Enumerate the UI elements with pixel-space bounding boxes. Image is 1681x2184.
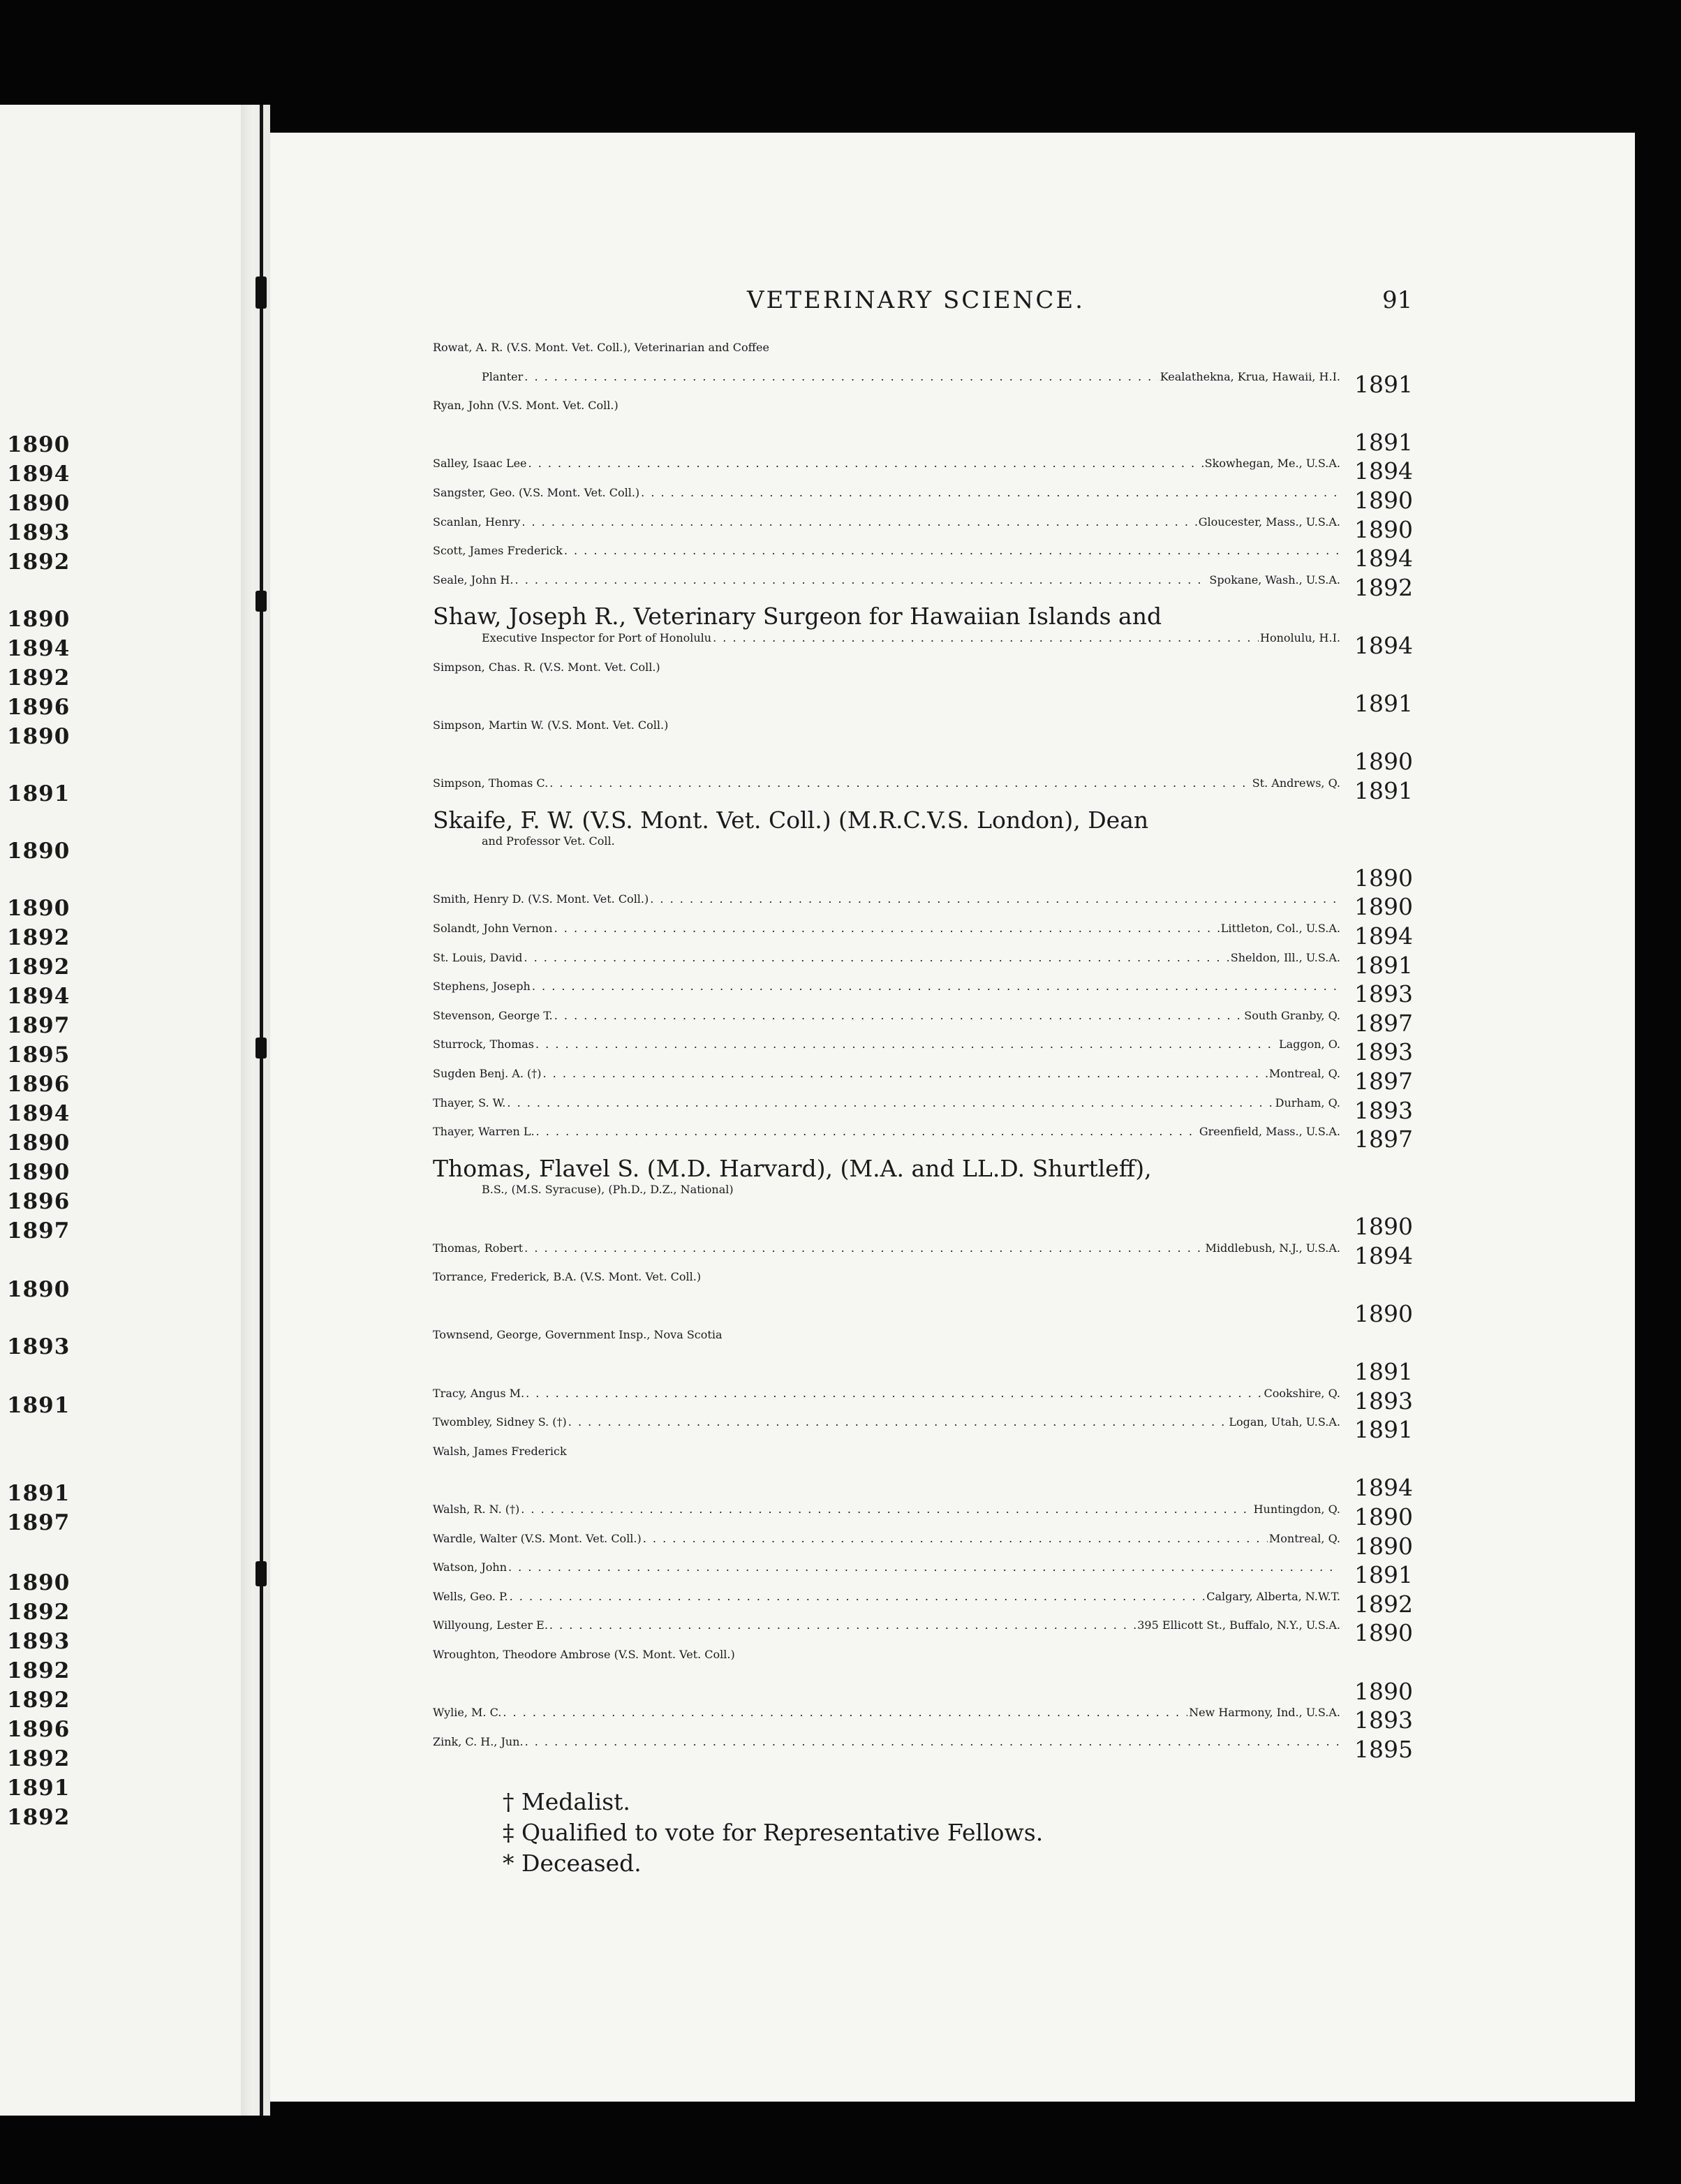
entry-name: Executive Inspector for Port of Honolulu xyxy=(482,631,712,644)
entry-name: Thomas, Robert xyxy=(433,1241,524,1255)
entry-place: New Harmony, Ind., U.S.A. xyxy=(1189,1706,1340,1719)
dot-leader xyxy=(549,1618,1136,1632)
entry-year: 1895 xyxy=(1354,1736,1413,1763)
dot-leader xyxy=(713,631,1259,644)
entry-place: Cookshire, Q. xyxy=(1264,1387,1340,1400)
entry-place: Laggon, O. xyxy=(1278,1038,1340,1051)
dot-leader xyxy=(503,1706,1187,1719)
left-page-year: 1897 xyxy=(7,1013,71,1038)
entry-place: Logan, Utah, U.S.A. xyxy=(1229,1415,1340,1429)
entry-year: 1890 xyxy=(1354,1213,1413,1240)
left-page-year: 1896 xyxy=(7,695,71,720)
left-page-year: 1896 xyxy=(7,1189,71,1214)
entry-year: 1891 xyxy=(1354,690,1413,717)
entry-row xyxy=(433,1038,1340,1067)
book-gutter xyxy=(241,105,270,2116)
entry-year: 1893 xyxy=(1354,1387,1413,1415)
entry-year: 1894 xyxy=(1354,1242,1413,1269)
entry-year: 1893 xyxy=(1354,1097,1413,1124)
entry-year: 1890 xyxy=(1354,893,1413,920)
entry-name: St. Louis, David xyxy=(433,951,523,964)
entry-year: 1891 xyxy=(1354,1416,1413,1443)
entry-row xyxy=(433,718,1340,748)
left-page-year: 1890 xyxy=(7,839,71,864)
entry-name: Twombley, Sidney S. (†) xyxy=(433,1415,567,1429)
dot-leader xyxy=(536,1125,1198,1138)
entry-name: Ryan, John (V.S. Mont. Vet. Coll.) xyxy=(433,399,619,412)
left-page-year: 1892 xyxy=(7,925,71,950)
entry-line: Shaw, Joseph R., Veterinary Surgeon for Hawaiian Islands and xyxy=(433,603,1162,630)
binding-staple xyxy=(256,276,267,309)
left-page-year: 1892 xyxy=(7,549,71,575)
left-page-year: 1891 xyxy=(7,1393,71,1418)
entry-row xyxy=(433,1618,1340,1648)
entry-row xyxy=(482,370,1340,399)
entry-row xyxy=(482,834,1340,864)
running-header: VETERINARY SCIENCE. xyxy=(747,286,1085,314)
entry-year: 1891 xyxy=(1354,952,1413,979)
entry-name: Zink, C. H., Jun. xyxy=(433,1735,524,1748)
left-page-year: 1896 xyxy=(7,1072,71,1097)
entry-row xyxy=(433,1067,1340,1096)
entry-name: Townsend, George, Government Insp., Nova Scotia xyxy=(433,1328,723,1341)
left-page-fragment xyxy=(0,105,241,2116)
dot-leader xyxy=(515,573,1208,586)
entry-place: Littleton, Col., U.S.A. xyxy=(1220,922,1340,935)
entry-row xyxy=(433,399,1340,428)
dot-leader xyxy=(532,980,1339,993)
entry-year: 1891 xyxy=(1354,371,1413,398)
entry-year: 1891 xyxy=(1354,1358,1413,1385)
entry-name: Wardle, Walter (V.S. Mont. Vet. Coll.) xyxy=(433,1532,642,1545)
entry-name: Simpson, Martin W. (V.S. Mont. Vet. Coll.) xyxy=(433,718,669,732)
dot-leader xyxy=(564,544,1339,557)
entry-name: Salley, Isaac Lee xyxy=(433,457,527,470)
entry-year: 1897 xyxy=(1354,1068,1413,1095)
entry-place: South Granby, Q. xyxy=(1244,1009,1340,1022)
entry-row xyxy=(433,1328,1340,1357)
entry-year: 1890 xyxy=(1354,1678,1413,1705)
entry-year: 1897 xyxy=(1354,1126,1413,1153)
left-page-year: 1892 xyxy=(7,1658,71,1683)
entry-name: Walsh, R. N. (†) xyxy=(433,1503,520,1516)
dot-leader xyxy=(510,1590,1206,1603)
entry-place: Kealathekna, Krua, Hawaii, H.I. xyxy=(1160,370,1340,383)
left-page-year: 1892 xyxy=(7,665,71,691)
entry-place: Skowhegan, Me., U.S.A. xyxy=(1204,457,1340,470)
entry-name: Sangster, Geo. (V.S. Mont. Vet. Coll.) xyxy=(433,486,640,499)
dot-leader xyxy=(528,457,1204,470)
dot-leader xyxy=(521,515,1197,529)
entry-name: Thayer, Warren L. xyxy=(433,1125,535,1138)
left-page-year: 1894 xyxy=(7,984,71,1009)
entry-year: 1893 xyxy=(1354,1706,1413,1734)
entry-name: Seale, John H. xyxy=(433,573,514,586)
entry-place: Durham, Q. xyxy=(1275,1096,1340,1109)
entry-year: 1891 xyxy=(1354,1561,1413,1588)
left-page-year: 1894 xyxy=(7,636,71,661)
dot-leader xyxy=(535,1038,1278,1051)
entry-year: 1890 xyxy=(1354,487,1413,514)
left-page-year: 1890 xyxy=(7,1277,71,1302)
entry-row xyxy=(433,1096,1340,1126)
entry-row xyxy=(433,922,1340,951)
entry-name: Watson, John xyxy=(433,1560,507,1574)
entry-name: and Professor Vet. Coll. xyxy=(482,834,615,848)
entry-name: Torrance, Frederick, B.A. (V.S. Mont. Vet. Coll.) xyxy=(433,1270,702,1283)
left-page-year: 1890 xyxy=(7,1570,71,1595)
entry-row xyxy=(433,457,1340,486)
entry-year: 1890 xyxy=(1354,1619,1413,1646)
footnote: † Medalist. xyxy=(503,1788,630,1815)
dot-leader xyxy=(508,1560,1339,1574)
entry-place: Montreal, Q. xyxy=(1268,1532,1340,1545)
book-spine xyxy=(260,105,263,2116)
entry-row xyxy=(482,1183,1340,1212)
entry-year: 1890 xyxy=(1354,748,1413,775)
dot-leader xyxy=(524,951,1229,964)
left-page-year: 1893 xyxy=(7,1629,71,1654)
entry-row xyxy=(433,1706,1340,1735)
entry-row xyxy=(433,1735,1340,1764)
dot-leader xyxy=(507,1096,1273,1109)
dot-leader xyxy=(542,1067,1267,1080)
entry-row xyxy=(433,573,1340,603)
entry-year: 1891 xyxy=(1354,429,1413,456)
left-page-year: 1894 xyxy=(7,462,71,487)
left-page-year: 1895 xyxy=(7,1042,71,1068)
entry-row xyxy=(433,341,1340,370)
entry-year: 1897 xyxy=(1354,1010,1413,1037)
entry-row xyxy=(433,1009,1340,1038)
entry-row xyxy=(433,776,1340,806)
binding-staple xyxy=(256,1561,267,1586)
entry-name: Scott, James Frederick xyxy=(433,544,563,557)
entry-row xyxy=(433,980,1340,1009)
entry-row xyxy=(433,1503,1340,1532)
entry-name: Walsh, James Frederick xyxy=(433,1445,567,1458)
dot-leader xyxy=(554,1009,1243,1022)
left-page-year: 1892 xyxy=(7,1805,71,1830)
left-page-year: 1893 xyxy=(7,520,71,545)
entry-name: Wroughton, Theodore Ambrose (V.S. Mont. Vet. Coll.) xyxy=(433,1648,735,1661)
entry-name: Thayer, S. W. xyxy=(433,1096,506,1109)
entry-row xyxy=(433,1241,1340,1271)
entry-name: Wells, Geo. P. xyxy=(433,1590,508,1603)
entry-name: B.S., (M.S. Syracuse), (Ph.D., D.Z., National) xyxy=(482,1183,734,1196)
left-page-year: 1892 xyxy=(7,1600,71,1625)
entry-place: 395 Ellicott St., Buffalo, N.Y., U.S.A. xyxy=(1137,1618,1340,1632)
entry-year: 1891 xyxy=(1354,777,1413,804)
entry-place: Spokane, Wash., U.S.A. xyxy=(1209,573,1340,586)
left-page-year: 1897 xyxy=(7,1510,71,1535)
entry-name: Simpson, Chas. R. (V.S. Mont. Vet. Coll.) xyxy=(433,661,660,674)
entry-place: St. Andrews, Q. xyxy=(1252,776,1340,790)
left-page-year: 1894 xyxy=(7,1101,71,1126)
entry-row xyxy=(433,1560,1340,1590)
entry-place: Sheldon, Ill., U.S.A. xyxy=(1230,951,1340,964)
entry-row xyxy=(433,1590,1340,1619)
left-page-year: 1891 xyxy=(7,1481,71,1506)
entry-place: Montreal, Q. xyxy=(1268,1067,1340,1080)
entry-place: Honolulu, H.I. xyxy=(1260,631,1340,644)
left-page-year: 1890 xyxy=(7,724,71,749)
entry-name: Solandt, John Vernon xyxy=(433,922,553,935)
entry-row xyxy=(433,1270,1340,1299)
entry-place: Calgary, Alberta, N.W.T. xyxy=(1206,1590,1340,1603)
entry-year: 1890 xyxy=(1354,1533,1413,1560)
page-number: 91 xyxy=(1382,286,1413,314)
dot-leader xyxy=(650,892,1339,906)
dot-leader xyxy=(549,776,1251,790)
entry-line: Thomas, Flavel S. (M.D. Harvard), (M.A. and LL.D. Shurtleff), xyxy=(433,1155,1152,1182)
entry-name: Sugden Benj. A. (†) xyxy=(433,1067,542,1080)
entry-row xyxy=(433,544,1340,573)
left-page-year: 1896 xyxy=(7,1717,71,1742)
entry-place: Middlebush, N.J., U.S.A. xyxy=(1205,1241,1340,1255)
entry-place: Gloucester, Mass., U.S.A. xyxy=(1198,515,1340,529)
entry-row xyxy=(433,661,1340,690)
entry-place: Greenfield, Mass., U.S.A. xyxy=(1199,1125,1340,1138)
entry-row xyxy=(433,1648,1340,1677)
dot-leader xyxy=(643,1532,1268,1545)
entry-year: 1890 xyxy=(1354,1503,1413,1530)
entry-name: Sturrock, Thomas xyxy=(433,1038,534,1051)
dot-leader xyxy=(568,1415,1228,1429)
footnote: * Deceased. xyxy=(503,1850,642,1877)
entry-name: Simpson, Thomas C. xyxy=(433,776,549,790)
left-page-year: 1891 xyxy=(7,1776,71,1801)
dot-leader xyxy=(521,1503,1252,1516)
entry-year: 1894 xyxy=(1354,632,1413,659)
entry-name: Rowat, A. R. (V.S. Mont. Vet. Coll.), Veterinarian and Coffee xyxy=(433,341,769,354)
left-page-year: 1897 xyxy=(7,1218,71,1244)
entry-line: Skaife, F. W. (V.S. Mont. Vet. Coll.) (M.R.C.V.S. London), Dean xyxy=(433,806,1149,834)
entry-year: 1892 xyxy=(1354,574,1413,601)
entry-name: Tracy, Angus M. xyxy=(433,1387,525,1400)
left-page-year: 1890 xyxy=(7,432,71,457)
left-page-year: 1892 xyxy=(7,954,71,980)
left-page-year: 1890 xyxy=(7,896,71,921)
left-page-year: 1890 xyxy=(7,1160,71,1185)
entry-year: 1890 xyxy=(1354,864,1413,892)
entry-place: Huntingdon, Q. xyxy=(1253,1503,1340,1516)
left-page-year: 1890 xyxy=(7,491,71,516)
entry-year: 1890 xyxy=(1354,1300,1413,1327)
binding-staple xyxy=(256,591,267,612)
binding-staple xyxy=(256,1038,267,1058)
entry-year: 1894 xyxy=(1354,457,1413,485)
entry-year: 1894 xyxy=(1354,545,1413,572)
footnote: ‡ Qualified to vote for Representative Fellows. xyxy=(503,1819,1044,1846)
dot-leader xyxy=(524,1241,1204,1255)
dot-leader xyxy=(641,486,1339,499)
entry-name: Smith, Henry D. (V.S. Mont. Vet. Coll.) xyxy=(433,892,649,906)
dot-leader xyxy=(525,1735,1339,1748)
entry-row xyxy=(433,892,1340,922)
entry-row xyxy=(433,1445,1340,1474)
entry-row xyxy=(433,1125,1340,1154)
entry-name: Wylie, M. C. xyxy=(433,1706,502,1719)
entry-year: 1894 xyxy=(1354,1474,1413,1501)
entry-row xyxy=(433,1415,1340,1445)
dot-leader xyxy=(554,922,1220,935)
entry-row xyxy=(433,951,1340,980)
left-page-year: 1892 xyxy=(7,1746,71,1771)
entry-row xyxy=(433,1387,1340,1416)
left-page-year: 1890 xyxy=(7,607,71,632)
entry-name: Scanlan, Henry xyxy=(433,515,521,529)
left-page-year: 1892 xyxy=(7,1688,71,1713)
entry-year: 1894 xyxy=(1354,922,1413,950)
dot-leader xyxy=(526,1387,1262,1400)
entry-name: Stephens, Joseph xyxy=(433,980,531,993)
entry-row xyxy=(433,486,1340,515)
entry-row xyxy=(433,515,1340,545)
left-page-year: 1893 xyxy=(7,1334,71,1359)
entry-year: 1893 xyxy=(1354,980,1413,1008)
entry-name: Planter xyxy=(482,370,524,383)
entry-year: 1890 xyxy=(1354,516,1413,543)
entry-name: Stevenson, George T. xyxy=(433,1009,553,1022)
entry-year: 1892 xyxy=(1354,1591,1413,1618)
left-page-year: 1891 xyxy=(7,781,71,806)
entry-row xyxy=(482,631,1340,661)
entry-row xyxy=(433,1532,1340,1561)
dot-leader xyxy=(524,370,1158,383)
left-page-year: 1890 xyxy=(7,1130,71,1156)
entry-year: 1893 xyxy=(1354,1038,1413,1065)
entry-name: Willyoung, Lester E. xyxy=(433,1618,548,1632)
